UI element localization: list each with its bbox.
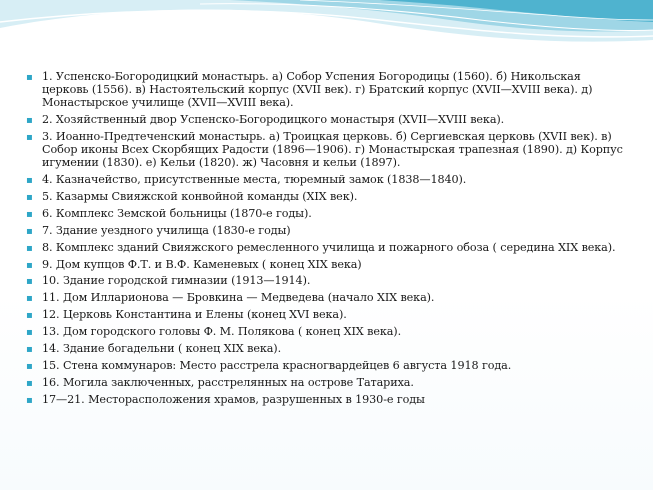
list-item-text: 2. Хозяйственный двор Успенско-Богородицкого монастыря (XVII—XVIII века). bbox=[42, 113, 505, 127]
list-item bbox=[26, 274, 626, 287]
list-item-text: 10. Здание городской гимназии (1913—1914). bbox=[42, 274, 311, 288]
list-item-text: 5. Казармы Свияжской конвойной команды (XIX век). bbox=[42, 189, 358, 203]
list-item bbox=[26, 224, 626, 237]
content-area bbox=[26, 70, 626, 410]
list-item-text: 13. Дом городского головы Ф. М. Полякова ( конец XIX века). bbox=[42, 325, 402, 339]
list-item bbox=[26, 130, 626, 169]
list-item-text: 4. Казначейство, присутственные места, тюремный замок (1838—1840). bbox=[42, 173, 467, 187]
square-bullet-icon: ▪ bbox=[26, 310, 33, 322]
list-item bbox=[26, 70, 626, 109]
list-item bbox=[26, 291, 626, 304]
square-bullet-icon: ▪ bbox=[26, 377, 33, 389]
list-item bbox=[26, 342, 626, 355]
monument-list bbox=[26, 70, 626, 406]
list-item bbox=[26, 376, 626, 389]
list-item-text: 16. Могила заключенных, расстрелянных на острове Татариха. bbox=[42, 375, 414, 389]
square-bullet-icon: ▪ bbox=[26, 360, 33, 372]
list-item bbox=[26, 190, 626, 203]
list-item-text: 1. Успенско-Богородицкий монастырь. а) Собор Успения Богородицы (1560). б) Никольская церковь (1556). в) Настоятельский корпус (XVII век). г) Братский корпус (XVII—XVIII века). д) Монастырское училище (XVII—XVIII века). bbox=[42, 70, 593, 110]
square-bullet-icon: ▪ bbox=[26, 225, 33, 237]
list-item bbox=[26, 308, 626, 321]
list-item-text: 8. Комплекс зданий Свияжского ремесленного училища и пожарного обоза ( середина XIX века). bbox=[42, 240, 616, 254]
square-bullet-icon: ▪ bbox=[26, 72, 33, 83]
square-bullet-icon: ▪ bbox=[26, 276, 33, 288]
list-item bbox=[26, 393, 626, 406]
list-item-text: 6. Комплекс Земской больницы (1870-е годы). bbox=[42, 206, 312, 220]
list-item-text: 12. Церковь Константина и Елены (конец XVI века). bbox=[42, 308, 347, 322]
square-bullet-icon: ▪ bbox=[26, 259, 33, 271]
square-bullet-icon: ▪ bbox=[26, 293, 33, 305]
square-bullet-icon: ▪ bbox=[26, 343, 33, 355]
list-item-text: 15. Стена коммунаров: Место расстрела красногвардейцев 6 августа 1918 года. bbox=[42, 358, 512, 372]
list-item bbox=[26, 325, 626, 338]
square-bullet-icon: ▪ bbox=[26, 175, 33, 187]
square-bullet-icon: ▪ bbox=[26, 394, 33, 406]
list-item bbox=[26, 207, 626, 220]
list-item-text: 7. Здание уездного училища (1830-е годы) bbox=[42, 223, 291, 237]
square-bullet-icon: ▪ bbox=[26, 191, 33, 203]
wave-decoration bbox=[0, 0, 653, 70]
list-item-text: 3. Иоанно-Предтеченский монастырь. а) Троицкая церковь. б) Сергиевская церковь (XVII век). в) Собор иконы Всех Скорбящих Радости (1896—1906). г) Монастырская трапезная (1890). д) Корпус игумении (1830). е) Кельи (1820). ж) Часовня и кельи (1897). bbox=[42, 129, 623, 170]
list-item bbox=[26, 113, 626, 126]
list-item bbox=[26, 258, 626, 271]
list-item-text: 9. Дом купцов Ф.Т. и В.Ф. Каменевых ( конец XIX века) bbox=[42, 257, 362, 271]
square-bullet-icon: ▪ bbox=[26, 208, 33, 220]
square-bullet-icon: ▪ bbox=[26, 131, 33, 143]
list-item bbox=[26, 173, 626, 186]
list-item bbox=[26, 359, 626, 372]
list-item-text: 14. Здание богадельни ( конец XIX века). bbox=[42, 341, 282, 355]
square-bullet-icon: ▪ bbox=[26, 242, 33, 254]
list-item-text: 11. Дом Илларионова — Бровкина — Медведева (начало XIX века). bbox=[42, 291, 435, 305]
list-item bbox=[26, 241, 626, 254]
square-bullet-icon: ▪ bbox=[26, 115, 33, 127]
square-bullet-icon: ▪ bbox=[26, 327, 33, 339]
list-item-text: 17—21. Месторасположения храмов, разрушенных в 1930-е годы bbox=[42, 392, 425, 406]
